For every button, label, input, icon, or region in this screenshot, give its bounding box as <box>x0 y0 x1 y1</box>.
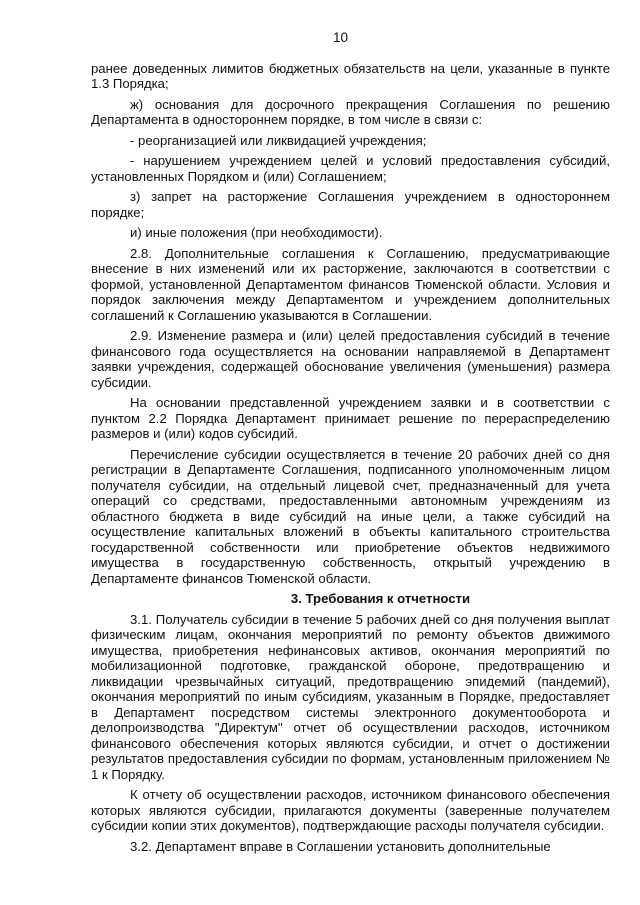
paragraph-redistribution: На основании представленной учреждением заявки и в соответствии с пунктом 2.2 Порядка Департамент принимает решение по перераспределению размеров и (или) кодов субсидий. <box>91 395 610 441</box>
paragraph-continuation: ранее доведенных лимитов бюджетных обязательств на цели, указанные в пункте 1.3 Порядка; <box>91 60 610 91</box>
paragraph-2-8: 2.8. Дополнительные соглашения к Соглашению, предусматривающие внесение в них изменений или их расторжение, заключаются в соответствии с формой, установленной Департаментом финансов Тюменской области. Условия и порядок заключения между Департаментом и учреждением дополнительных соглашений к Соглашению указываются в Соглашении. <box>91 245 610 323</box>
page-number: 10 <box>332 30 349 45</box>
paragraph-item-z: з) запрет на расторжение Соглашения учреждением в одностороннем порядке; <box>91 189 610 220</box>
paragraph-report-attachments: К отчету об осуществлении расходов, источником финансового обеспечения которых являются субсидии, прилагаются документы (заверенные получателем субсидии копии этих документов), подтверждающие расходы получателя субсидии. <box>91 787 610 833</box>
paragraph-3-2: 3.2. Департамент вправе в Соглашении установить дополнительные <box>130 838 551 854</box>
paragraph-transfer: Перечисление субсидии осуществляется в течение 20 рабочих дней со дня регистрации в Департаменте Соглашения, подписанного уполномоченным лицом получателя субсидии, на отдельный лицевой счет, предназначенный для учета операций со средствами, предоставленными автономным учреждениям из областного бюджета в виде субсидий на иные цели, а также субсидий на осуществление капитальных вложений в объекты капитального строительства государственной собственности или приобретение объектов недвижимого имущества в государственную собственность, открытый учреждению в Департаменте финансов Тюменской области. <box>91 446 610 586</box>
paragraph-bullet-violation: - нарушением учреждением целей и условий предоставления субсидий, установленных Порядком и (или) Соглашением; <box>91 153 610 184</box>
paragraph-3-1: 3.1. Получатель субсидии в течение 5 рабочих дней со дня получения выплат физическим лицам, окончания мероприятий по ремонту объектов движимого имущества, приобретения нефинансовых активов, окончания мероприятий по мобилизационной подготовке, гражданской обороне, предотвращению и ликвидации чрезвычайных ситуаций, предотвращению эпидемий (пандемий), окончания мероприятий по иным субсидиям, указанным в Порядке, предоставляет в Департамент посредством системы электронного документооборота и делопроизводства "Директум" отчет об осуществлении расходов, источником финансового обеспечения которых являются субсидии, и отчет о достижении результатов предоставления субсидии по формам, установленным приложением № 1 к Порядку. <box>91 611 610 782</box>
section-heading: 3. Требования к отчетности <box>290 591 471 606</box>
paragraph-bullet-reorganization: - реорганизацией или ликвидацией учреждения; <box>130 132 427 148</box>
paragraph-item-i: и) иные положения (при необходимости). <box>130 225 383 240</box>
paragraph-item-zh: ж) основания для досрочного прекращения Соглашения по решению Департамента в одностороннем порядке, в том числе в связи с: <box>91 96 610 127</box>
paragraph-2-9: 2.9. Изменение размера и (или) целей предоставления субсидий в течение финансового года осуществляется на основании направляемой в Департамент заявки учреждения, содержащей обоснование увеличения (уменьшения) размера субсидии. <box>91 328 610 390</box>
